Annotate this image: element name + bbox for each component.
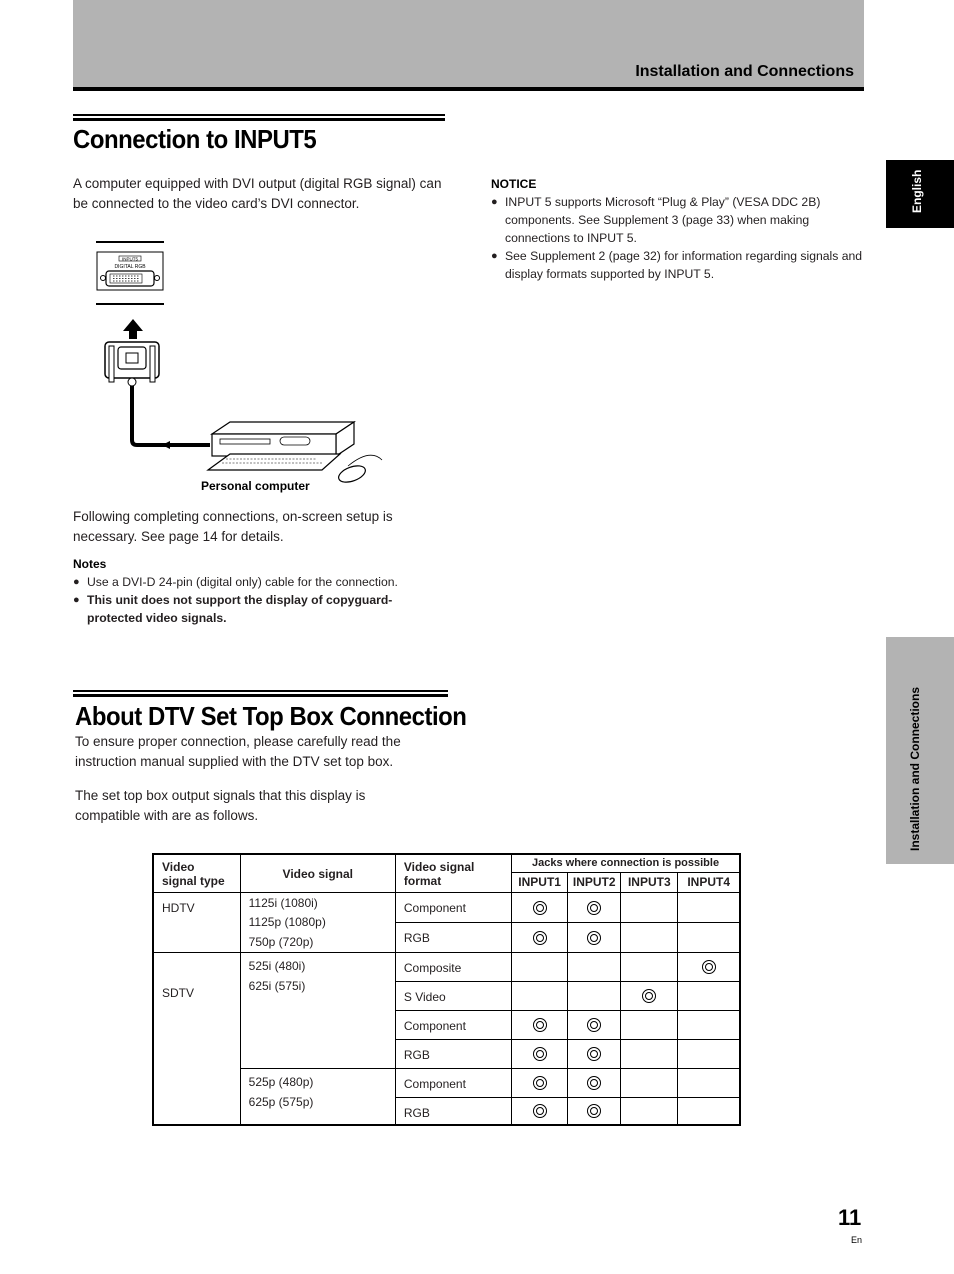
compatible-mark-icon: [587, 931, 601, 945]
format-cell: Component: [395, 1069, 511, 1098]
signal-cell: [240, 892, 395, 953]
mark-cell: [621, 1011, 678, 1040]
header-video-signal: Video signal: [240, 854, 395, 892]
header-input4: INPUT4: [678, 872, 740, 892]
notice-list: [491, 193, 866, 283]
compatible-mark-icon: [587, 1018, 601, 1032]
side-tab-english: [886, 160, 954, 228]
signal-line: 625p (575p): [248, 1095, 314, 1109]
mark-cell: [512, 922, 568, 952]
connection-diagram: [90, 238, 390, 498]
mark-cell: [678, 1069, 740, 1098]
mark-cell: [568, 1011, 621, 1040]
section1-rule: [73, 118, 445, 121]
compatible-mark-icon: [587, 1104, 601, 1118]
mark-cell: [678, 953, 740, 982]
mark-cell: [678, 892, 740, 922]
mark-cell: [678, 982, 740, 1011]
header-rule: [73, 87, 864, 91]
table-row: [153, 953, 740, 982]
signal-line: 1125p (1080p): [248, 915, 326, 929]
notes-title: Notes: [73, 557, 107, 571]
compatible-mark-icon: [587, 1047, 601, 1061]
mark-cell: [678, 1011, 740, 1040]
notes-list: [73, 573, 423, 627]
mark-cell: [568, 1098, 621, 1125]
section2-title: About DTV Set Top Box Connection: [75, 701, 467, 731]
header-input3: INPUT3: [621, 872, 678, 892]
header-jacks: Jacks where connection is possible: [512, 854, 740, 872]
mark-cell: [512, 1011, 568, 1040]
format-cell: Composite: [395, 953, 511, 982]
signal-cell: [240, 1069, 395, 1125]
format-cell: S Video: [395, 982, 511, 1011]
signal-table: [152, 853, 741, 1126]
panel-label: INPUT5: [121, 256, 139, 262]
compatible-mark-icon: [587, 901, 601, 915]
header-section-title: Installation and Connections: [635, 63, 854, 80]
mark-cell: [568, 953, 621, 982]
side-tab-installation-label: Installation and Connections: [908, 686, 922, 851]
compatible-mark-icon: [533, 1018, 547, 1032]
page-language: En: [851, 1235, 863, 1245]
header-input1: INPUT1: [512, 872, 568, 892]
signal-line: 625i (575i): [248, 979, 306, 993]
notice-item: ● INPUT 5 supports Microsoft “Plug & Play” (VESA DDC 2B) components. See Supplement 3 (page 33) when making connections to INPUT 5.: [491, 193, 866, 247]
signal-line: 525i (480i): [248, 959, 306, 973]
mark-cell: [512, 982, 568, 1011]
section2-para2: The set top box output signals that this display is compatible with are as follows.: [75, 788, 366, 823]
mark-cell: [568, 982, 621, 1011]
compatible-mark-icon: [533, 1047, 547, 1061]
mark-cell: [568, 1069, 621, 1098]
note-item: ● This unit does not support the display of copyguard-protected video signals.: [73, 591, 423, 627]
mark-cell: [621, 1098, 678, 1125]
format-cell: RGB: [395, 1098, 511, 1125]
section1-followup: Following completing connections, on-screen setup is necessary. See page 14 for details.: [73, 509, 393, 544]
mark-cell: [512, 1098, 568, 1125]
compatible-mark-icon: [533, 1104, 547, 1118]
section1-intro: A computer equipped with DVI output (digital RGB signal) can be connected to the video card’s DVI connector.: [73, 176, 442, 211]
signal-line: 750p (720p): [248, 934, 314, 949]
signal-type-cell: SDTV: [153, 953, 240, 1125]
notice-item: ● See Supplement 2 (page 32) for information regarding signals and display formats supported by INPUT 5.: [491, 247, 866, 283]
format-cell: Component: [395, 1011, 511, 1040]
mark-cell: [621, 922, 678, 952]
connector-label: DIGITAL RGB: [114, 264, 146, 270]
section2-para1: To ensure proper connection, please carefully read the instruction manual supplied with the DTV set top box.: [75, 734, 401, 769]
mark-cell: [621, 1040, 678, 1069]
mark-cell: [621, 982, 678, 1011]
section2-rule: [73, 694, 448, 697]
mark-cell: [678, 1040, 740, 1069]
format-cell: RGB: [395, 922, 511, 952]
side-tab-installation: [886, 637, 954, 864]
mark-cell: [512, 953, 568, 982]
signal-line: 1125i (1080i): [248, 895, 318, 910]
mark-cell: [621, 953, 678, 982]
mark-cell: [678, 922, 740, 952]
table-row: [153, 892, 740, 922]
compatible-mark-icon: [533, 1076, 547, 1090]
mark-cell: [678, 1098, 740, 1125]
section1-rule-top: [73, 114, 445, 116]
note-item: ● Use a DVI-D 24-pin (digital only) cable for the connection.: [73, 573, 423, 591]
mark-cell: [512, 892, 568, 922]
signal-table-body: [153, 892, 740, 1125]
compatible-mark-icon: [702, 960, 716, 974]
figure-caption: Personal computer: [201, 479, 310, 493]
header-video-signal-type: Video signal type: [153, 854, 240, 892]
signal-type-cell: HDTV: [153, 892, 240, 953]
compatible-mark-icon: [533, 931, 547, 945]
header-input2: INPUT2: [568, 872, 621, 892]
compatible-mark-icon: [587, 1076, 601, 1090]
mark-cell: [568, 1040, 621, 1069]
signal-cell: [240, 953, 395, 1069]
compatible-mark-icon: [642, 989, 656, 1003]
notice-title: NOTICE: [491, 177, 537, 191]
table-row: [153, 1069, 740, 1098]
section1-title: Connection to INPUT5: [73, 124, 317, 154]
mark-cell: [512, 1069, 568, 1098]
mark-cell: [568, 892, 621, 922]
page-number: 11: [838, 1205, 862, 1230]
section2-rule-top: [73, 690, 448, 692]
signal-line: 525p (480p): [248, 1075, 314, 1089]
format-cell: Component: [395, 892, 511, 922]
compatible-mark-icon: [533, 901, 547, 915]
mark-cell: [621, 1069, 678, 1098]
header-video-signal-format: Video signal format: [395, 854, 511, 892]
side-tab-english-label: English: [910, 170, 924, 214]
mark-cell: [512, 1040, 568, 1069]
format-cell: RGB: [395, 1040, 511, 1069]
mark-cell: [568, 922, 621, 952]
mark-cell: [621, 892, 678, 922]
